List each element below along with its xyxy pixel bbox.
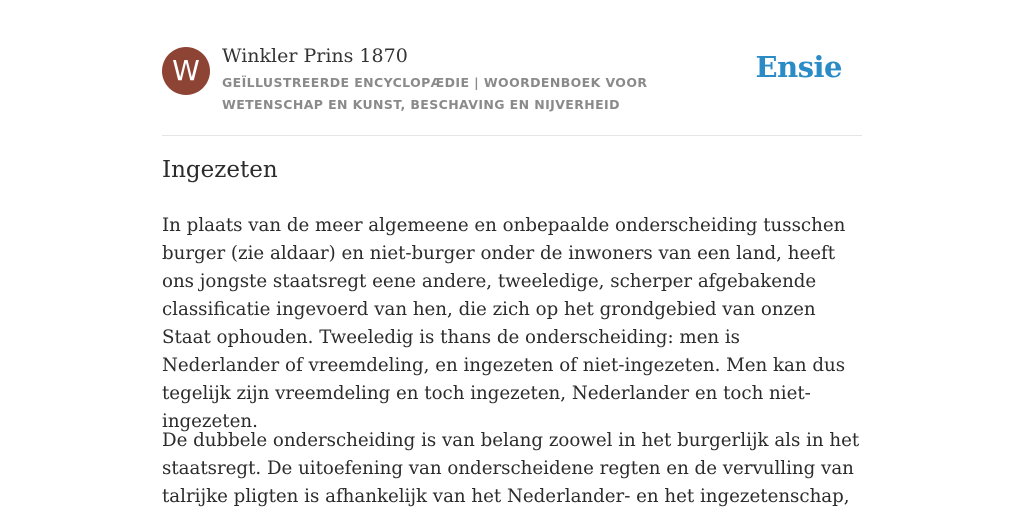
content-column (162, 0, 862, 507)
article-title: Ingezeten (162, 157, 278, 183)
source-subtitle: GEÏLLUSTREERDE ENCYCLOPÆDIE | WOORDENBOEK VOOR WETENSCHAP EN KUNST, BESCHAVING EN NIJVERHEID (222, 75, 648, 112)
ensie-logo[interactable]: Ensie (755, 50, 842, 84)
article-paragraph-1: In plaats van de meer algemeene en onbepaalde onderscheiding tusschen burger (zie aldaar) en niet-burger onder de inwoners van een land, heeft ons jongste staatsregt eene andere, tweeledige, scherper afgebakende classificatie ingevoerd van hen, die zich op het grondgebied van onzen Staat ophouden. Tweeledig is thans de onderscheiding: men is Nederlander of vreemdeling, en ingezeten of niet-ingezeten. Men kan dus tegelijk zijn vreemdeling en toch ingezeten, Nederlander en toch niet-ingezeten. (162, 215, 846, 432)
source-title[interactable]: Winkler Prins 1870 (222, 45, 408, 67)
site-header (162, 0, 862, 136)
source-avatar[interactable]: W (162, 47, 210, 95)
article-paragraph-2: De dubbele onderscheiding is van belang zoowel in het burgerlijk als in het staatsregt. De uitoefening van onderscheidene regten en de vervulling van talrijke pligten is afhankelijk van het Nederlander- en het ingezetenschap, (162, 430, 860, 507)
